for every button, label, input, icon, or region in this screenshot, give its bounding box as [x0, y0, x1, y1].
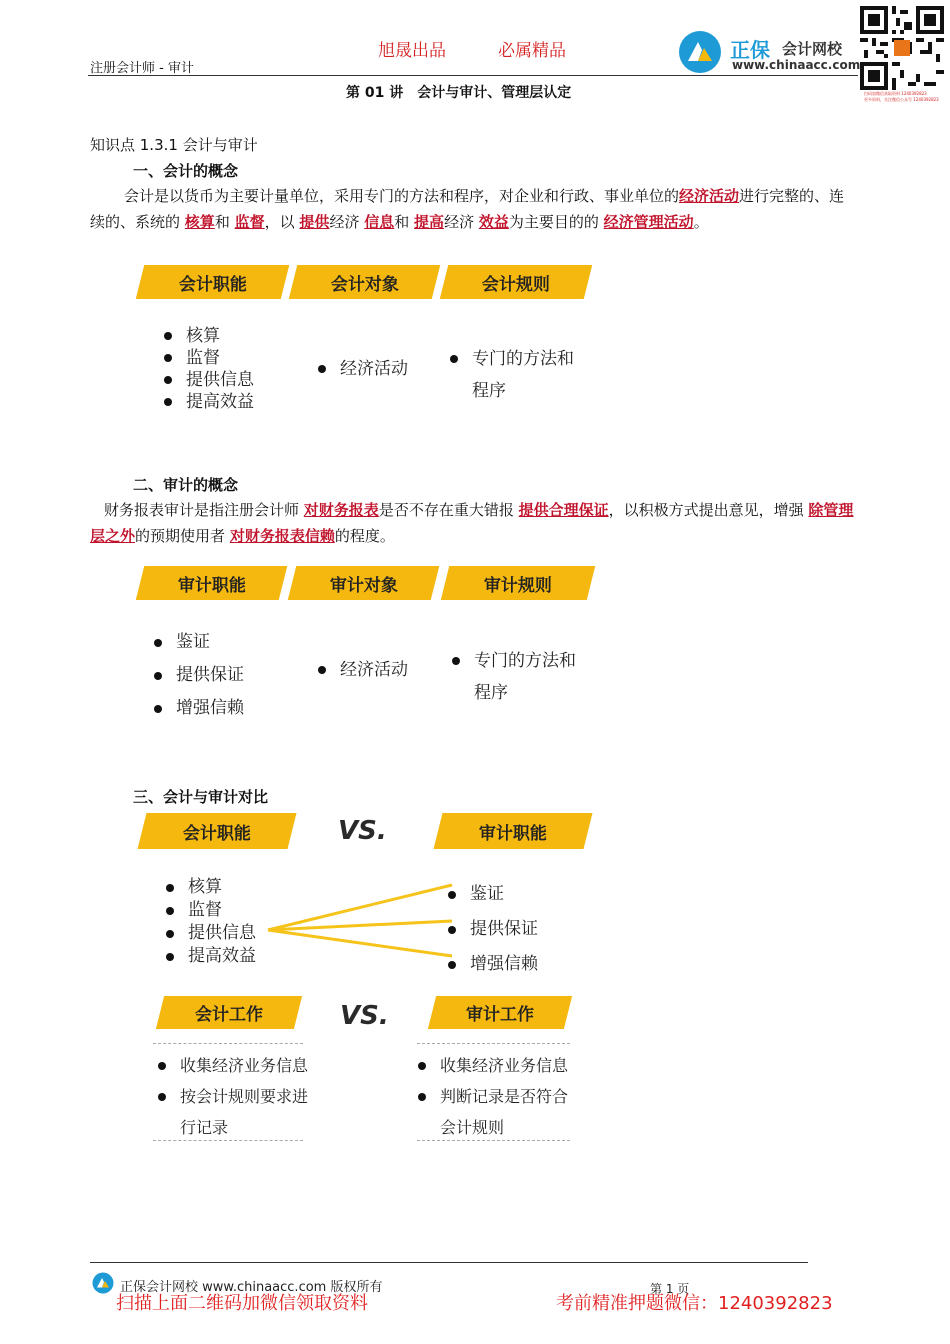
- banner-accounting-rules: 会计规则: [440, 265, 592, 299]
- list-item: 核算: [164, 325, 254, 347]
- list-item-continuation: 程序: [472, 381, 506, 401]
- accounting-work-list: [158, 1050, 308, 1143]
- brand-url: www.chinaacc.com: [732, 58, 861, 72]
- banner-accounting-work: 会计工作: [156, 996, 302, 1029]
- footer-promo-right: 考前精准押题微信：1240392823: [556, 1293, 833, 1314]
- list-item: 监督: [166, 899, 256, 922]
- list-item: 增强信赖: [448, 947, 538, 982]
- knowledge-point: 知识点 1.3.1 会计与审计: [90, 136, 258, 154]
- list-item: 收集经济业务信息: [158, 1050, 308, 1081]
- list-item: 专门的方法和: [450, 343, 574, 375]
- banner-audit-rules: 审计规则: [441, 566, 595, 600]
- lecture-title: 第 01 讲 会计与审计、管理层认定: [346, 85, 572, 101]
- list-item: 提供信息: [166, 922, 256, 945]
- compare-audit-list: [448, 877, 538, 982]
- divider-dotted: [153, 1140, 303, 1141]
- list-item: 经济活动: [318, 659, 408, 681]
- list-item: 提高效益: [164, 391, 254, 413]
- list-item: 鉴证: [448, 877, 538, 912]
- list-item: 收集经济业务信息: [418, 1050, 568, 1081]
- vs-label: VS.: [338, 816, 387, 846]
- list-item-continuation: 程序: [474, 683, 508, 703]
- list-item: 按会计规则要求进: [158, 1081, 308, 1112]
- list-item: 判断记录是否符合: [418, 1081, 568, 1112]
- banner-compare-accounting-functions: 会计职能: [138, 813, 297, 849]
- section1-heading: 一、会计的概念: [133, 162, 239, 180]
- slogan-1: 旭晟出品: [378, 41, 446, 61]
- footer-promo-left: 扫描上面二维码加微信领取资料: [116, 1293, 368, 1314]
- list-item: 经济活动: [318, 358, 408, 380]
- vs-label-work: VS.: [340, 1001, 389, 1031]
- brand-name: 会计网校: [782, 40, 843, 58]
- banner-audit-work: 审计工作: [428, 996, 572, 1029]
- footer-copyright: 正保会计网校 www.chinaacc.com 版权所有: [120, 1280, 383, 1295]
- compare-accounting-list: [166, 876, 256, 968]
- banner-accounting-functions: 会计职能: [136, 265, 289, 299]
- footer-logo-icon: [92, 1272, 114, 1294]
- banner-compare-audit-functions: 审计职能: [434, 813, 593, 849]
- divider-dotted: [417, 1140, 570, 1141]
- divider-dotted: [417, 1043, 570, 1044]
- list-item: 提供信息: [164, 369, 254, 391]
- qr-note-2: 更多资料，关注微信公众号 1240392823: [864, 97, 939, 102]
- audit-work-list: [418, 1050, 568, 1143]
- qr-note-1: 扫码加微信获取资料 1240392823: [864, 91, 927, 96]
- list-item: 专门的方法和: [452, 645, 576, 677]
- brand-cn: 正保: [730, 38, 770, 62]
- subject-label: 注册会计师 - 审计: [90, 61, 194, 76]
- divider-dotted: [153, 1043, 303, 1044]
- list-item: 增强信赖: [154, 692, 244, 725]
- list-item: 提高效益: [166, 945, 256, 968]
- list-item-continuation: 会计规则: [440, 1118, 505, 1137]
- section3-heading: 三、会计与审计对比: [133, 788, 269, 806]
- section2-paragraph: 财务报表审计是指注册会计师 对财务报表是否不存在重大错报 提供合理保证，以积极方式提出意见，增强 除管理层之外的预期使用者 对财务报表信赖的程度。: [90, 501, 854, 545]
- list-item: 提供保证: [154, 659, 244, 692]
- list-item: 鉴证: [154, 626, 244, 659]
- list-item: 提供保证: [448, 912, 538, 947]
- banner-audit-functions: 审计职能: [136, 566, 287, 600]
- list-item-continuation: 行记录: [180, 1118, 229, 1137]
- section1-paragraph: 会计是以货币为主要计量单位，采用专门的方法和程序，对企业和行政、事业单位的经济活动进行完整的、连续的、系统的 核算和 监督，以 提供经济 信息和 提高经济 效益为主要目的的 经济管理活动。: [90, 187, 845, 231]
- footer-page-number: 第 1 页: [650, 1282, 690, 1296]
- footer-divider: [90, 1262, 808, 1263]
- banner-audit-object: 审计对象: [288, 566, 439, 600]
- slogan-2: 必属精品: [498, 41, 566, 61]
- banner-accounting-object: 会计对象: [289, 265, 440, 299]
- list-item: 核算: [166, 876, 256, 899]
- list-item: 监督: [164, 347, 254, 369]
- section2-heading: 二、审计的概念: [133, 476, 239, 494]
